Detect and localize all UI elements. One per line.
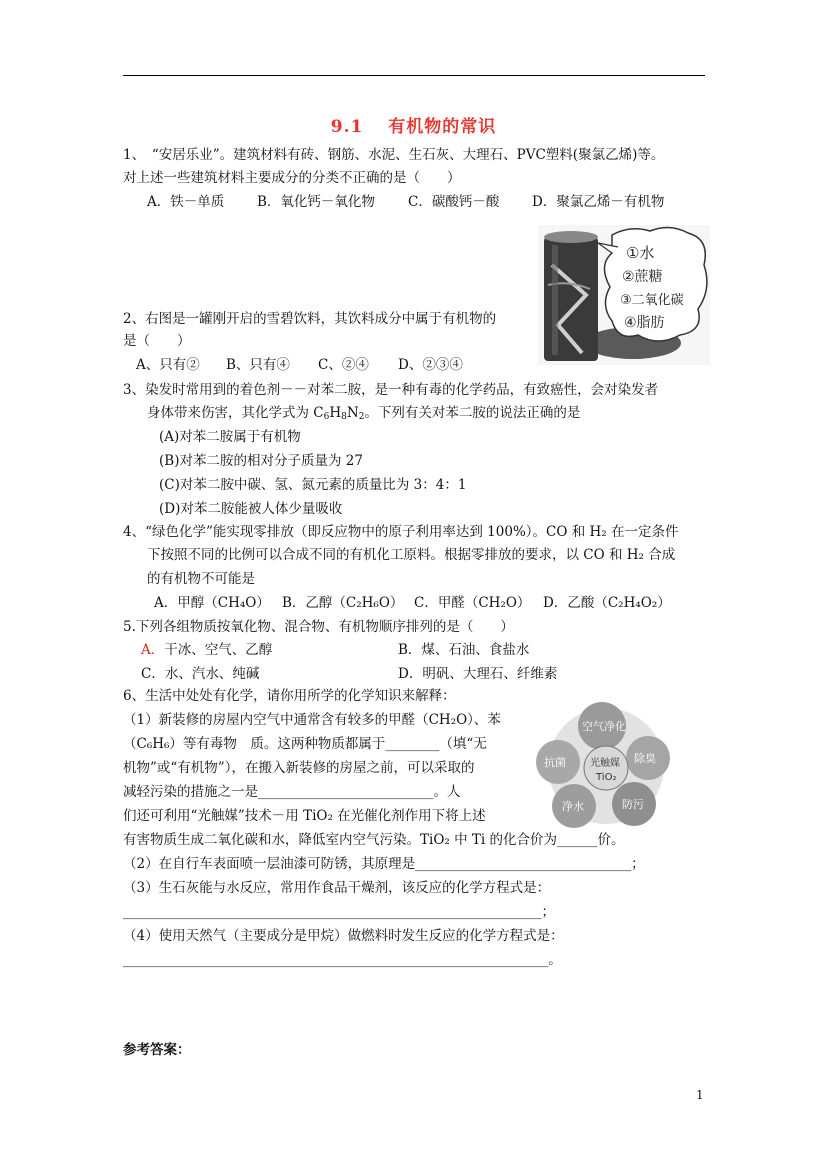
page-number: 1 [696, 1088, 704, 1102]
q3-option-d: (D)对苯二胺能被人体少量吸收 [159, 501, 343, 517]
q3-option-b: (B)对苯二胺的相对分子质量为 27 [159, 453, 363, 469]
q5-option-b: B．煤、石油、食盐水 [398, 642, 530, 658]
diagram-label-water: 净水 [562, 800, 584, 813]
q5-option-d: D．明矾、大理石、纤维素 [398, 666, 558, 682]
q6-part4: （4）使用天然气（主要成分是甲烷）做燃料时发生反应的化学方程式是： [123, 928, 564, 944]
header-rule [123, 75, 705, 76]
q5-option-c: C．水、汽水、纯碱 [141, 666, 260, 682]
q6-part3-blank: ______________________________________________________________； [123, 904, 555, 920]
soda-can-image [538, 225, 710, 365]
q3-option-c: (C)对苯二胺中碳、氢、氮元素的质量比为 3：4：1 [159, 477, 467, 493]
q2-option-a: A、只有② [136, 357, 200, 373]
q1-option-d: D．聚氯乙烯－有机物 [532, 194, 665, 210]
q1-line2: 对上述一些建筑材料主要成分的分类不正确的是（ ） [123, 170, 461, 186]
q5-option-a-letter: A． [141, 642, 165, 658]
q3-option-a: (A)对苯二胺属于有机物 [159, 429, 301, 445]
q4-option-a: A．甲醇（CH₄O） [154, 595, 270, 611]
q4-line1: 4、“绿色化学”能实现零排放（即反应物中的原子利用率达到 100%）。CO 和 H₂ 在一定条件 [123, 524, 679, 540]
q6-part1-line2: （C₆H₆）等有毒物 质。这两种物质都属于________（填“无 [123, 736, 487, 752]
q4-option-c: C．甲醛（CH₂O） [414, 595, 531, 611]
q2-option-b: B、只有④ [226, 357, 290, 373]
q4-line2: 下按照不同的比例可以合成不同的有机化工原料。根据零排放的要求，以 CO 和 H₂ 合成 [147, 547, 676, 563]
bubble-item-3: ③二氧化碳 [620, 293, 684, 308]
q4-line3: 的有机物不可能是 [147, 571, 255, 587]
bubble-item-1: ①水 [626, 244, 655, 262]
diagram-label-antifoul: 防污 [622, 798, 644, 811]
q6-part4-blank: _______________________________________________________________。 [123, 952, 562, 968]
q6-part1-line5: 们还可利用“光触媒”技术－用 TiO₂ 在光催化剂作用下将上述 [123, 808, 486, 824]
q6-part3: （3）生石灰能与水反应，常用作食品干燥剂，该反应的化学方程式是： [123, 880, 551, 896]
q6-part2: （2）在自行车表面喷一层油漆可防锈，其原理是________________________________； [123, 856, 645, 872]
q2-line2: 是（ ） [123, 333, 191, 349]
photocatalyst-diagram [530, 700, 680, 832]
q1-option-a: A．铁－单质 [147, 194, 225, 210]
bubble-item-2: ②蔗糖 [622, 269, 663, 285]
diagram-label-center: 光触媒 [590, 758, 620, 769]
q4-option-b: B．乙醇（C₂H₆O） [282, 595, 404, 611]
q5-option-a: A．干冰、空气、乙醇 [141, 642, 273, 658]
q4-option-d: D．乙酸（C₂H₄O₂） [543, 595, 671, 611]
q2-option-d: D、②③④ [398, 357, 463, 373]
q1-line1: 1、 “安居乐业”。建筑材料有砖、钢筋、水泥、生石灰、大理石、PVC塑料(聚氯乙烯)等。 [123, 147, 665, 163]
diagram-label-tio2: TiO₂ [596, 772, 617, 783]
q2-option-c: C、②④ [318, 357, 369, 373]
diagram-label-deodor: 除臭 [634, 752, 656, 765]
diagram-label-antibac: 抗菌 [544, 756, 566, 769]
page-title: 9.1 有机物的常识 [330, 117, 497, 137]
q1-option-b: B．氧化钙－氧化物 [257, 194, 375, 210]
q6-part1-line6: 有害物质生成二氧化碳和水，降低室内空气污染。TiO₂ 中 Ti 的化合价为______价。 [123, 832, 625, 848]
q3-line2: 身体带来伤害，其化学式为 $C_6H_8N_2$。下列有关对苯二胺的说法正确的是 [147, 405, 581, 422]
bubble-item-4: ④脂肪 [624, 315, 665, 331]
q6-intro: 6、生活中处处有化学，请你用所学的化学知识来解释： [123, 688, 456, 704]
q5-line1: 5.下列各组物质按氧化物、混合物、有机物顺序排列的是（ ） [123, 619, 514, 635]
diagram-label-air: 空气净化 [582, 720, 626, 733]
q6-part1-line3: 机物”或“有机物”），在搬入新装修的房屋之前，可以采取的 [123, 760, 475, 776]
q6-part1-line4: 减轻污染的措施之一是__________________________。人 [123, 784, 461, 800]
answers-heading: 参考答案： [123, 1042, 191, 1058]
q2-line1: 2、右图是一罐刚开启的雪碧饮料，其饮料成分中属于有机物的 [123, 311, 497, 327]
q6-part1-line1: （1）新装修的房屋内空气中通常含有较多的甲醛（CH₂O）、苯 [123, 712, 501, 728]
q3-line1: 3、染发时常用到的着色剂－－对苯二胺，是一种有毒的化学药品，有致癌性，会对染发者 [123, 382, 659, 398]
q1-option-c: C．碳酸钙－酸 [408, 194, 500, 210]
